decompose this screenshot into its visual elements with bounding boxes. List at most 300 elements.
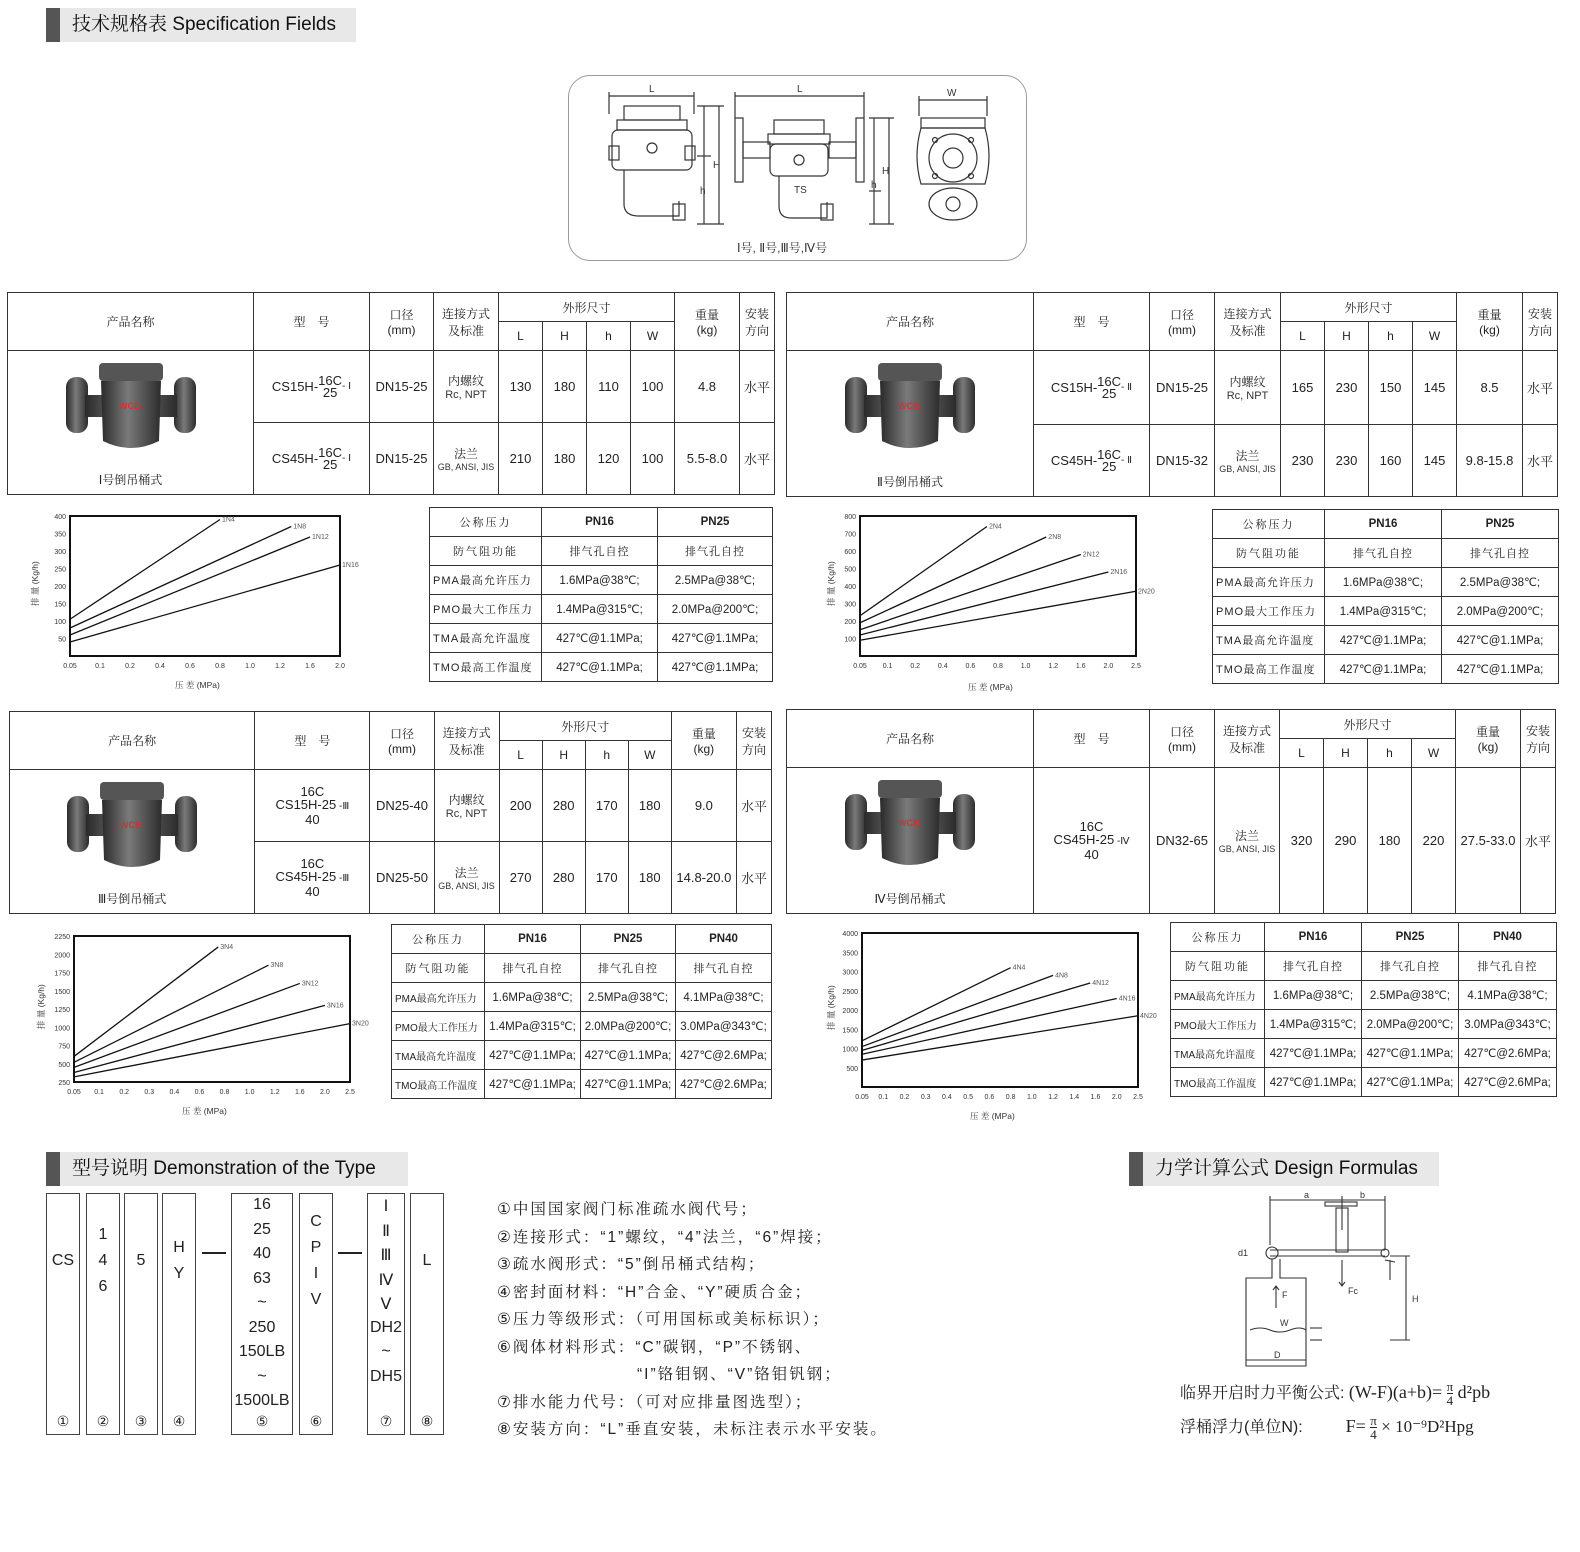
connection-type: 法兰 xyxy=(454,866,479,880)
x-tick-label: 1.0 xyxy=(244,1089,255,1096)
condition-value-pmo: 1.4MPa@315℃; xyxy=(542,595,658,624)
type-code-number: ① xyxy=(56,1413,70,1429)
head-dim-H: H xyxy=(543,322,587,351)
direction-cell: 水平 xyxy=(1521,768,1556,914)
head-connection-line2: 及标准 xyxy=(448,742,485,757)
condition-value-pma: 1.6MPa@38℃; xyxy=(1265,981,1362,1010)
condition-row-pn xyxy=(1171,923,1557,952)
head-diameter-line1: 口径 xyxy=(389,308,414,322)
type-code-value: Ⅳ xyxy=(378,1271,394,1289)
connection-standard: GB, ANSI, JIS xyxy=(438,881,495,891)
head-weight xyxy=(671,712,736,770)
head-install-line1: 安装 xyxy=(1526,723,1551,738)
weight-cell: 14.8-20.0 xyxy=(671,842,736,914)
type-code-box-3 xyxy=(124,1193,158,1435)
head-dim-L: L xyxy=(499,322,543,351)
y-tick-label: 400 xyxy=(844,584,856,591)
type-code-value: L xyxy=(422,1252,432,1269)
capacity-chart-3 xyxy=(34,920,369,1116)
y-tick-label: 1750 xyxy=(54,970,70,978)
model-cell xyxy=(1034,425,1150,497)
condition-row-pn xyxy=(392,925,772,954)
condition-row-pma xyxy=(1213,568,1559,597)
condition-row-pn xyxy=(1213,510,1559,539)
connection-cell xyxy=(434,351,499,423)
condition-value-tma: 427℃@1.1MPa; xyxy=(581,1041,676,1070)
dim-W-cell: 180 xyxy=(628,770,671,842)
connection-standard: GB, ANSI, JIS xyxy=(1219,464,1276,474)
head-install-line1: 安装 xyxy=(745,306,770,321)
chart-plot-frame xyxy=(74,936,350,1082)
condition-value-tmo: 427℃@1.1MPa; xyxy=(485,1070,581,1099)
x-tick-label: 1.0 xyxy=(1026,1094,1037,1101)
head-diameter-line2: (mm) xyxy=(388,742,416,756)
head-diameter-line1: 口径 xyxy=(1169,725,1194,739)
spec-header-cn: 技术规格表 xyxy=(72,14,168,35)
head-dim-h: h xyxy=(1368,739,1412,768)
dim-W-cell: 145 xyxy=(1413,425,1457,497)
condition-value-fun: 排气孔自控 xyxy=(581,954,676,983)
x-tick-label: 1.6 xyxy=(1075,663,1086,670)
condition-row-tmo xyxy=(392,1070,772,1099)
condition-label-fun: 防气阻功能 xyxy=(1171,952,1265,981)
condition-value-tma: 427℃@2.6MPa; xyxy=(1459,1039,1557,1068)
x-tick-label: 0.8 xyxy=(1005,1094,1016,1101)
y-tick-label: 300 xyxy=(54,549,66,556)
head-connection-line1: 连接方式 xyxy=(1223,306,1272,321)
force-diagram-svg xyxy=(1230,1190,1430,1370)
formula-header-cn: 力学计算公式 xyxy=(1155,1158,1270,1179)
head-connection xyxy=(434,293,499,351)
condition-row-pmo xyxy=(1213,597,1559,626)
condition-label-pma: PMA最高允许压力 xyxy=(392,983,485,1012)
condition-row-pma xyxy=(392,983,772,1012)
formula-section-header xyxy=(1129,1152,1439,1186)
diagram-label-W: W xyxy=(1280,1318,1289,1328)
type-code-value: P xyxy=(310,1239,322,1256)
dim-W-cell: 100 xyxy=(631,351,675,423)
spec-row xyxy=(8,351,775,423)
condition-value-fun: 排气孔自控 xyxy=(1442,539,1559,568)
head-dim-W: W xyxy=(631,322,675,351)
type-code-value: C xyxy=(310,1213,322,1230)
chart-xlabel: 压 差 (MPa) xyxy=(182,1106,227,1116)
formula2-four: 4 xyxy=(1370,1427,1377,1443)
head-weight-line1: 重量 xyxy=(1476,725,1501,739)
drawing-label-H: H xyxy=(713,160,721,171)
dim-L-cell: 320 xyxy=(1280,768,1324,914)
condition-value-pn: PN16 xyxy=(1325,510,1442,539)
svg-text:WCB: WCB xyxy=(120,820,142,830)
type-note-line: ⑦排水能力代号：（可对应排量图选型）； xyxy=(497,1393,813,1411)
y-tick-label: 1000 xyxy=(842,1046,858,1054)
head-install-line2: 方向 xyxy=(745,323,770,338)
diameter-cell: DN32-65 xyxy=(1150,768,1215,914)
model-sub: 25 xyxy=(1101,385,1117,401)
drawing-label-h2: h xyxy=(871,180,877,191)
connection-type: 法兰 xyxy=(1234,829,1259,843)
series-label-2N8: 2N8 xyxy=(1048,534,1062,541)
connection-type: 法兰 xyxy=(1235,449,1260,463)
y-tick-label: 100 xyxy=(844,636,856,644)
y-tick-label: 1500 xyxy=(842,1027,858,1035)
type-note-line: ⑧安装方向：“L”垂直安装，未标注表示水平安装。 xyxy=(497,1421,888,1438)
series-label-4N4: 4N4 xyxy=(1012,964,1026,972)
model-prefix: CS45H- xyxy=(1050,453,1098,468)
condition-label-pma: PMA最高允许压力 xyxy=(1213,568,1325,597)
head-diameter-line1: 口径 xyxy=(1169,308,1194,322)
model-cell xyxy=(255,842,370,914)
head-weight-line1: 重量 xyxy=(691,727,716,741)
product-image-cell xyxy=(8,351,254,495)
y-tick-label: 300 xyxy=(844,601,856,609)
type-code-value: DH5 xyxy=(369,1367,402,1385)
type-code-box-8 xyxy=(410,1193,444,1435)
chart-xlabel: 压 差 (MPa) xyxy=(968,682,1013,692)
condition-row-pmo xyxy=(392,1012,772,1041)
y-tick-label: 500 xyxy=(844,566,856,574)
head-dim-H: H xyxy=(1325,322,1369,351)
x-tick-label: 1.6 xyxy=(1090,1094,1101,1101)
condition-row-tma xyxy=(430,624,773,653)
connection-type: 内螺纹 xyxy=(448,793,485,807)
model-main xyxy=(255,870,369,885)
condition-table-2 xyxy=(1212,509,1559,684)
condition-value-pn: PN25 xyxy=(1442,510,1559,539)
x-tick-label: 0.4 xyxy=(155,663,165,670)
condition-value-tma: 427℃@1.1MPa; xyxy=(542,624,658,653)
x-tick-label: 2.0 xyxy=(320,1089,330,1096)
y-tick-label: 600 xyxy=(844,549,856,556)
product-caption: Ⅱ号倒吊桶式 xyxy=(877,475,943,489)
head-install-line1: 安装 xyxy=(741,725,766,740)
head-connection-line1: 连接方式 xyxy=(1222,723,1271,738)
dim-h-cell: 120 xyxy=(587,423,631,495)
type-code-number: ⑥ xyxy=(309,1413,323,1429)
condition-value-pma: 2.5MPa@38℃; xyxy=(658,566,773,595)
head-install xyxy=(736,712,771,770)
product-photo-trap-2 xyxy=(840,359,980,459)
type-code-value: 1 xyxy=(98,1226,108,1243)
condition-value-pn: PN25 xyxy=(1362,923,1459,952)
model-stack xyxy=(318,372,343,400)
type-code-value: 6 xyxy=(98,1278,108,1295)
direction-cell: 水平 xyxy=(1523,351,1558,425)
head-diameter-line2: (mm) xyxy=(1168,323,1196,337)
type-note-line: ④密封面材料：“H”合金、“Y”硬质合金； xyxy=(497,1283,813,1301)
type-code-value: 63 xyxy=(253,1269,271,1287)
condition-value-tmo: 427℃@1.1MPa; xyxy=(581,1070,676,1099)
condition-value-pn: PN16 xyxy=(542,508,658,537)
type-code-value: DH2 xyxy=(369,1318,402,1336)
condition-row-tma xyxy=(392,1041,772,1070)
model-sup: 16C xyxy=(318,444,343,460)
product-caption: Ⅳ号倒吊桶式 xyxy=(874,892,946,906)
condition-label-pn: 公称压力 xyxy=(1171,923,1265,952)
drawing-caption: Ⅰ号, Ⅱ号,Ⅲ号,Ⅳ号 xyxy=(737,241,828,255)
y-tick-label: 2000 xyxy=(54,952,70,960)
condition-value-tmo: 427℃@2.6MPa; xyxy=(676,1070,772,1099)
condition-value-pmo: 2.0MPa@200℃; xyxy=(658,595,773,624)
type-code-number: ③ xyxy=(134,1413,148,1429)
connection-standard: GB, ANSI, JIS xyxy=(437,462,495,472)
diagram-label-D: D xyxy=(1274,1350,1281,1360)
condition-value-pn: PN40 xyxy=(676,925,772,954)
y-tick-label: 200 xyxy=(844,619,856,626)
head-install-line2: 方向 xyxy=(1528,323,1553,338)
model-cell xyxy=(1034,768,1150,914)
diagram-label-F: F xyxy=(1282,1290,1288,1300)
head-weight xyxy=(1456,710,1521,768)
model-sub: 25 xyxy=(1101,458,1117,474)
connection-cell xyxy=(1215,768,1280,914)
condition-value-tma: 427℃@1.1MPa; xyxy=(1325,626,1442,655)
type-code-number: ⑧ xyxy=(420,1413,434,1429)
y-tick-label: 150 xyxy=(54,601,66,609)
condition-label-pn: 公称压力 xyxy=(1213,510,1325,539)
head-connection xyxy=(1215,293,1281,351)
condition-value-tmo: 427℃@1.1MPa; xyxy=(1265,1068,1362,1097)
condition-value-tmo: 427℃@2.6MPa; xyxy=(1459,1068,1557,1097)
dim-L-cell: 200 xyxy=(499,770,542,842)
dim-H-cell: 230 xyxy=(1325,425,1369,497)
condition-label-pma: PMA最高允许压力 xyxy=(1171,981,1265,1010)
head-diameter-line2: (mm) xyxy=(387,323,416,337)
weight-cell: 4.8 xyxy=(675,351,740,423)
drawing-label-L: L xyxy=(649,84,655,95)
dim-L-cell: 270 xyxy=(499,842,542,914)
product-image-cell xyxy=(787,768,1034,914)
condition-value-tma: 427℃@1.1MPa; xyxy=(1265,1039,1362,1068)
dim-h-cell: 150 xyxy=(1369,351,1413,425)
condition-label-tmo: TMO最高工作温度 xyxy=(392,1070,485,1099)
dim-H-cell: 230 xyxy=(1325,351,1369,425)
drawing-label-H2: H xyxy=(882,166,890,177)
head-weight-line1: 重量 xyxy=(695,308,720,322)
condition-value-pmo: 2.0MPa@200℃; xyxy=(581,1012,676,1041)
spec-row xyxy=(10,770,772,842)
formula1-four: 4 xyxy=(1446,1393,1454,1409)
model-prefix: CS15H- xyxy=(271,379,319,394)
condition-label-pn: 公称压力 xyxy=(392,925,485,954)
model-prefix: CS45H- xyxy=(275,869,322,884)
connection-type: 内螺纹 xyxy=(1229,375,1266,389)
series-label-1N4: 1N4 xyxy=(222,516,235,524)
spec-table-1 xyxy=(7,292,775,495)
dim-h-cell: 110 xyxy=(587,351,631,423)
dim-W-cell: 220 xyxy=(1412,768,1456,914)
type-code-number: ⑤ xyxy=(255,1413,269,1429)
type-code-box-4 xyxy=(162,1193,196,1435)
x-tick-label: 0.05 xyxy=(855,1094,869,1101)
x-tick-label: 0.1 xyxy=(94,1089,104,1096)
formula2-rhs: × 10⁻⁹D²Hpg xyxy=(1381,1417,1474,1436)
type-header-cn: 型号说明 xyxy=(72,1158,149,1179)
spec-row xyxy=(787,351,1558,425)
condition-value-tmo: 427℃@1.1MPa; xyxy=(658,653,773,682)
direction-cell: 水平 xyxy=(1523,425,1558,497)
x-tick-label: 0.5 xyxy=(963,1094,974,1101)
condition-row-tmo xyxy=(430,653,773,682)
connection-standard: Rc, NPT xyxy=(445,808,488,820)
head-dimensions: 外形尺寸 xyxy=(1280,710,1456,739)
x-tick-label: 0.05 xyxy=(67,1089,81,1096)
drawing-label-h: h xyxy=(700,186,706,197)
condition-table-1 xyxy=(429,507,773,682)
condition-table-3 xyxy=(391,924,772,1099)
model-suffix: - Ⅱ xyxy=(1121,455,1133,466)
formula2-label: 浮桶浮力(单位N): xyxy=(1180,1419,1303,1436)
chart-xlabel: 压 差 (MPa) xyxy=(970,1111,1015,1121)
type-code-box-7 xyxy=(367,1193,405,1435)
direction-cell: 水平 xyxy=(736,842,771,914)
x-tick-label: 0.3 xyxy=(920,1094,931,1101)
model-suffix: - Ⅱ xyxy=(1121,382,1133,393)
force-diagram xyxy=(1230,1190,1430,1370)
head-weight-line2: (kg) xyxy=(1477,740,1499,754)
condition-value-tma: 427℃@2.6MPa; xyxy=(676,1041,772,1070)
model-stack xyxy=(1097,373,1122,401)
model-suffix: - Ⅰ xyxy=(342,453,352,464)
x-tick-label: 0.1 xyxy=(882,663,893,670)
type-code-value: ~ xyxy=(257,1294,267,1311)
condition-table-4 xyxy=(1170,922,1557,1097)
condition-row-tmo xyxy=(1171,1068,1557,1097)
y-tick-label: 800 xyxy=(844,514,856,521)
condition-row-tma xyxy=(1171,1039,1557,1068)
model-suffix: - Ⅰ xyxy=(342,381,352,392)
head-diameter-line2: (mm) xyxy=(1168,740,1196,754)
condition-label-pmo: PMO最大工作压力 xyxy=(392,1012,485,1041)
x-tick-label: 0.1 xyxy=(878,1094,889,1101)
formula-balance xyxy=(1180,1380,1540,1410)
model-code xyxy=(1034,820,1149,861)
model-code xyxy=(1050,446,1133,474)
head-install xyxy=(1523,293,1558,351)
type-note-line: “I”铬钼钢、“V”铬钼钒钢； xyxy=(497,1366,842,1383)
model-sub: 25 xyxy=(321,797,337,812)
series-label-3N16: 3N16 xyxy=(326,1002,344,1010)
y-tick-label: 3000 xyxy=(842,969,858,977)
svg-text:WCB: WCB xyxy=(898,818,920,828)
series-label-3N8: 3N8 xyxy=(270,962,284,970)
connection-cell xyxy=(434,842,499,914)
y-tick-label: 2000 xyxy=(842,1008,858,1015)
condition-row-tmo xyxy=(1213,655,1559,684)
type-code-box-2 xyxy=(86,1193,120,1435)
dim-W-cell: 180 xyxy=(628,842,671,914)
condition-value-pmo: 3.0MPa@343℃; xyxy=(1459,1010,1557,1039)
product-photo-trap-4 xyxy=(840,776,980,876)
model-prefix: CS45H- xyxy=(1053,832,1100,847)
condition-label-tma: TMA最高允许温度 xyxy=(1213,626,1325,655)
type-note-line: ⑤压力等级形式：（可用国标或美标标识）； xyxy=(497,1311,830,1328)
head-model: 型 号 xyxy=(255,712,370,770)
x-tick-label: 2.0 xyxy=(335,663,345,670)
type-code-value: I xyxy=(313,1265,319,1282)
model-code xyxy=(271,444,352,472)
model-main xyxy=(255,798,369,813)
head-product-name: 产品名称 xyxy=(787,710,1034,768)
model-sub: 25 xyxy=(322,456,338,472)
formula1-label: 临界开启时力平衡公式: xyxy=(1180,1385,1345,1402)
connection-cell xyxy=(1215,425,1281,497)
x-tick-label: 1.6 xyxy=(305,663,315,670)
type-code-value: 16 xyxy=(253,1196,271,1213)
condition-value-tmo: 427℃@1.1MPa; xyxy=(1442,655,1559,684)
type-note-line: ②连接形式：“1”螺纹，“4”法兰，“6”焊接； xyxy=(497,1228,833,1246)
head-dimensions: 外形尺寸 xyxy=(499,293,675,322)
x-tick-label: 1.0 xyxy=(245,663,255,670)
connection-type: 内螺纹 xyxy=(447,374,484,388)
connection-standard: Rc, NPT xyxy=(445,389,487,401)
condition-value-pmo: 1.4MPa@315℃; xyxy=(1325,597,1442,626)
y-tick-label: 2500 xyxy=(842,988,858,996)
head-connection-line2: 及标准 xyxy=(1229,323,1266,338)
diameter-cell: DN15-32 xyxy=(1150,425,1215,497)
head-weight-line2: (kg) xyxy=(1479,323,1500,337)
type-code-number: ② xyxy=(96,1413,110,1429)
series-label-1N8: 1N8 xyxy=(293,523,307,531)
model-cell xyxy=(1034,351,1150,425)
condition-value-pma: 1.6MPa@38℃; xyxy=(1325,568,1442,597)
diameter-cell: DN15-25 xyxy=(370,423,434,495)
x-tick-label: 0.2 xyxy=(910,663,921,670)
condition-label-tmo: TMO最高工作温度 xyxy=(1171,1068,1265,1097)
model-sup: 16C xyxy=(1079,819,1104,834)
direction-cell: 水平 xyxy=(736,770,771,842)
condition-value-tmo: 427℃@1.1MPa; xyxy=(1325,655,1442,684)
model-stack xyxy=(1097,446,1122,474)
x-tick-label: 2.5 xyxy=(1131,663,1141,670)
condition-row-pn xyxy=(430,508,773,537)
condition-value-pma: 2.5MPa@38℃; xyxy=(581,983,676,1012)
condition-value-pn: PN16 xyxy=(485,925,581,954)
type-code-value: CS xyxy=(51,1252,75,1269)
model-sub: 25 xyxy=(1099,832,1115,847)
dimension-drawing xyxy=(568,75,1027,261)
head-dim-L: L xyxy=(499,741,542,770)
x-tick-label: 1.2 xyxy=(269,1089,280,1096)
chart-ylabel: 排 量 (Kg/h) xyxy=(36,984,46,1029)
model-sup: 16C xyxy=(1097,446,1122,462)
svg-text:WCB: WCB xyxy=(118,401,140,411)
type-code-box-5 xyxy=(231,1193,293,1435)
trap-outline-drawing xyxy=(569,76,1026,260)
condition-value-pma: 1.6MPa@38℃; xyxy=(485,983,581,1012)
condition-value-pma: 4.1MPa@38℃; xyxy=(1459,981,1557,1010)
type-note-line: ①中国国家阀门标准疏水阀代号； xyxy=(497,1201,758,1218)
dim-L-cell: 210 xyxy=(499,423,543,495)
y-tick-label: 500 xyxy=(846,1065,858,1073)
formula1-rhs: d²pb xyxy=(1457,1382,1491,1402)
type-code-value: Y xyxy=(173,1265,185,1282)
condition-value-pmo: 1.4MPa@315℃; xyxy=(485,1012,581,1041)
condition-row-fun xyxy=(392,954,772,983)
head-diameter xyxy=(1150,710,1215,768)
head-dim-H: H xyxy=(542,741,585,770)
head-dim-L: L xyxy=(1281,322,1325,351)
model-prefix: CS15H- xyxy=(275,797,322,812)
dim-W-cell: 100 xyxy=(631,423,675,495)
x-tick-label: 2.5 xyxy=(345,1089,355,1096)
type-code-value: ~ xyxy=(381,1343,391,1360)
x-tick-label: 0.3 xyxy=(144,1089,155,1096)
type-dash-2 xyxy=(338,1252,362,1254)
head-install xyxy=(740,293,775,351)
type-dash-1 xyxy=(202,1252,226,1254)
spec-table-2 xyxy=(786,292,1558,497)
